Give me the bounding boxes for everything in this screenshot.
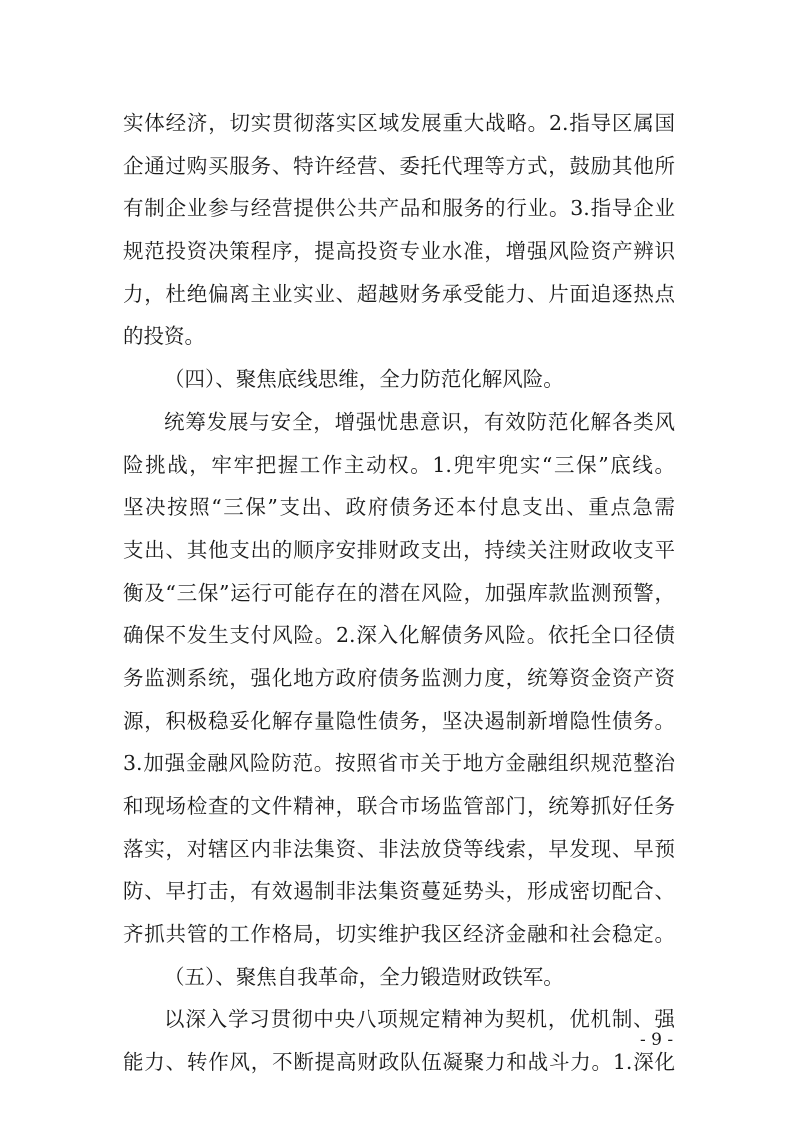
text-line: 险挑战，牢牢把握工作主动权。1.兜牢兜实“三保”底线。 bbox=[123, 452, 675, 477]
text-line: 以深入学习贯彻中央八项规定精神为契机，优机制、强 bbox=[164, 1007, 675, 1032]
text-line: 落实，对辖区内非法集资、非法放贷等线索，早发现、早预 bbox=[123, 836, 675, 861]
page-number: - 9 - bbox=[640, 1030, 674, 1050]
text-line: 防、早打击，有效遏制非法集资蔓延势头，形成密切配合、 bbox=[123, 879, 675, 904]
text-line: 和现场检查的文件精神，联合市场监管部门，统筹抓好任务 bbox=[123, 794, 675, 818]
text-line: 源，积极稳妥化解存量隐性债务，坚决遏制新增隐性债务。 bbox=[123, 708, 675, 733]
text-line: 的投资。 bbox=[123, 324, 205, 349]
text-line: 衡及“三保”运行可能存在的潜在风险，加强库款监测预警， bbox=[123, 580, 675, 605]
text-line: 3.加强金融风险防范。按照省市关于地方金融组织规范整治 bbox=[123, 751, 675, 776]
text-line: 统筹发展与安全，增强忧患意识，有效防范化解各类风 bbox=[164, 409, 675, 434]
document-body bbox=[123, 102, 675, 1084]
text-line: 齐抓共管的工作格局，切实维护我区经济金融和社会稳定。 bbox=[123, 922, 675, 947]
section-heading-4: （四）、聚焦底线思维，全力防范化解风险。 bbox=[164, 367, 564, 392]
text-line: 确保不发生支付风险。2.深入化解债务风险。依托全口径债 bbox=[123, 623, 675, 648]
section-heading-5: （五）、聚焦自我革命，全力锻造财政铁军。 bbox=[164, 964, 564, 989]
text-line: 规范投资决策程序，提高投资专业水准，增强风险资产辨识 bbox=[123, 239, 675, 264]
text-line: 支出、其他支出的顺序安排财政支出，持续关注财政收支平 bbox=[123, 537, 675, 562]
text-line: 务监测系统，强化地方政府债务监测力度，统筹资金资产资 bbox=[123, 665, 675, 690]
text-line: 力，杜绝偏离主业实业、超越财务承受能力、片面追逐热点 bbox=[123, 281, 675, 306]
text-line: 有制企业参与经营提供公共产品和服务的行业。3.指导企业 bbox=[123, 196, 675, 221]
text-line: 能力、转作风，不断提高财政队伍凝聚力和战斗力。1.深化 bbox=[123, 1050, 675, 1075]
text-line: 坚决按照“三保”支出、政府债务还本付息支出、重点急需 bbox=[123, 495, 675, 520]
text-line: 实体经济，切实贯彻落实区域发展重大战略。2.指导区属国 bbox=[123, 111, 675, 135]
text-line: 企通过购买服务、特许经营、委托代理等方式，鼓励其他所 bbox=[123, 153, 675, 178]
